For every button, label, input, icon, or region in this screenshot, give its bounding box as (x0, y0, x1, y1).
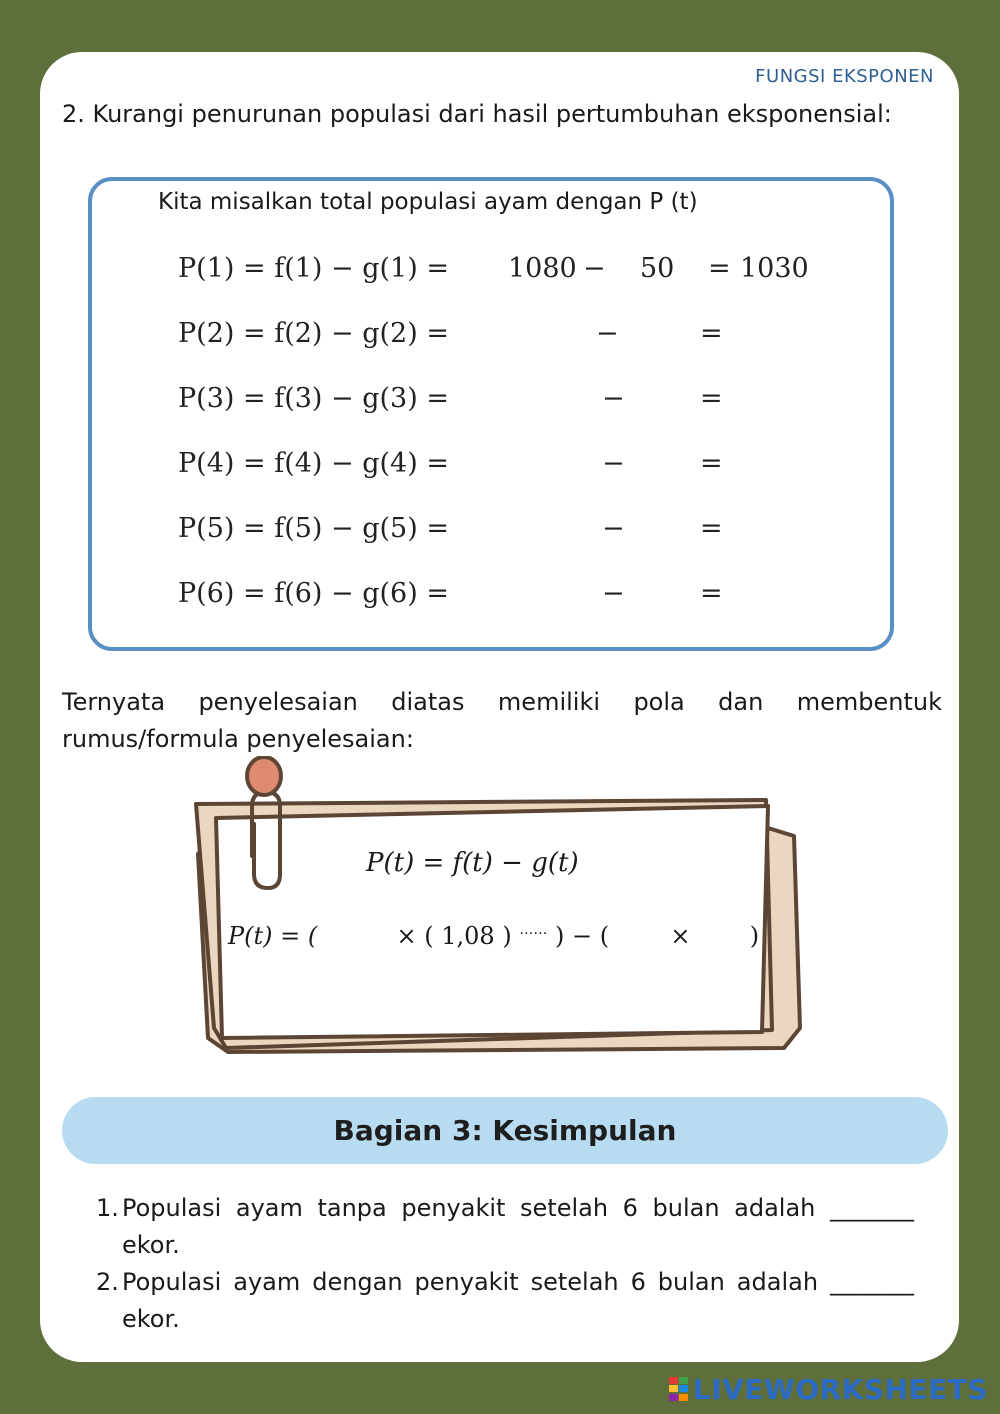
times-sign: × (670, 922, 691, 950)
item-number: 2. (96, 1268, 119, 1296)
minus-sign: − (602, 448, 625, 479)
calculation-box (88, 177, 894, 651)
f-value[interactable]: 1080 (508, 253, 577, 284)
formula-middle: ) − ( (554, 922, 610, 950)
minus-sign: − (602, 578, 625, 609)
equation-lhs: P(3) = f(3) − g(3) = (178, 383, 449, 414)
liveworksheets-footer[interactable] (669, 1372, 988, 1406)
equals-sign: = (700, 578, 723, 609)
equation-lhs: P(5) = f(5) − g(5) = (178, 513, 449, 544)
p-value[interactable]: 1030 (740, 253, 809, 284)
equals-sign: = (700, 513, 723, 544)
item-number: 1. (96, 1194, 119, 1222)
brand-name: LIVEWORKSHEETS (692, 1372, 988, 1406)
minus-sign: − (602, 383, 625, 414)
formula-lhs: P(t) = ( (228, 922, 318, 950)
equals-sign: = (700, 383, 723, 414)
section-heading: Bagian 3: Kesimpulan (62, 1097, 948, 1164)
list-item (96, 1190, 914, 1264)
formula-end: ) (749, 922, 760, 950)
equals-sign: = (700, 448, 723, 479)
equals-sign: = (708, 253, 731, 284)
exponent-blank[interactable]: …… (519, 922, 548, 938)
note-paper-illustration (188, 756, 808, 1066)
g-value[interactable]: 50 (640, 253, 675, 284)
item-text[interactable]: Populasi ayam tanpa penyakit setelah 6 bulan adalah _______ ekor. (122, 1194, 914, 1259)
equation-lhs: P(6) = f(6) − g(6) = (178, 578, 449, 609)
topic-tag: FUNGSI EKSPONEN (755, 66, 934, 87)
general-formula: P(t) = f(t) − g(t) (366, 848, 579, 878)
equals-sign: = (700, 318, 723, 349)
equation-lhs: P(4) = f(4) − g(4) = (178, 448, 449, 479)
item-text[interactable]: Populasi ayam dengan penyakit setelah 6 bulan adalah _______ ekor. (122, 1268, 914, 1333)
pattern-statement: Ternyata penyelesaian diatas memiliki pola dan membentuk rumus/formula penyelesaian: (62, 688, 942, 753)
conclusion-list (96, 1190, 914, 1338)
equation-lhs: P(2) = f(2) − g(2) = (178, 318, 449, 349)
step-2-instruction: 2. Kurangi penurunan populasi dari hasil pertumbuhan eksponensial: (62, 100, 892, 128)
minus-sign: − (602, 513, 625, 544)
fill-in-formula (228, 922, 759, 950)
growth-factor: × ( 1,08 ) (396, 922, 512, 950)
minus-sign: − (583, 253, 606, 284)
list-item (96, 1264, 914, 1338)
box-intro: Kita misalkan total populasi ayam dengan P (t) (158, 189, 698, 215)
equation-lhs: P(1) = f(1) − g(1) = (178, 253, 449, 284)
liveworksheets-logo-icon (669, 1377, 689, 1401)
formula-note-card (188, 756, 808, 1066)
minus-sign: − (596, 318, 619, 349)
